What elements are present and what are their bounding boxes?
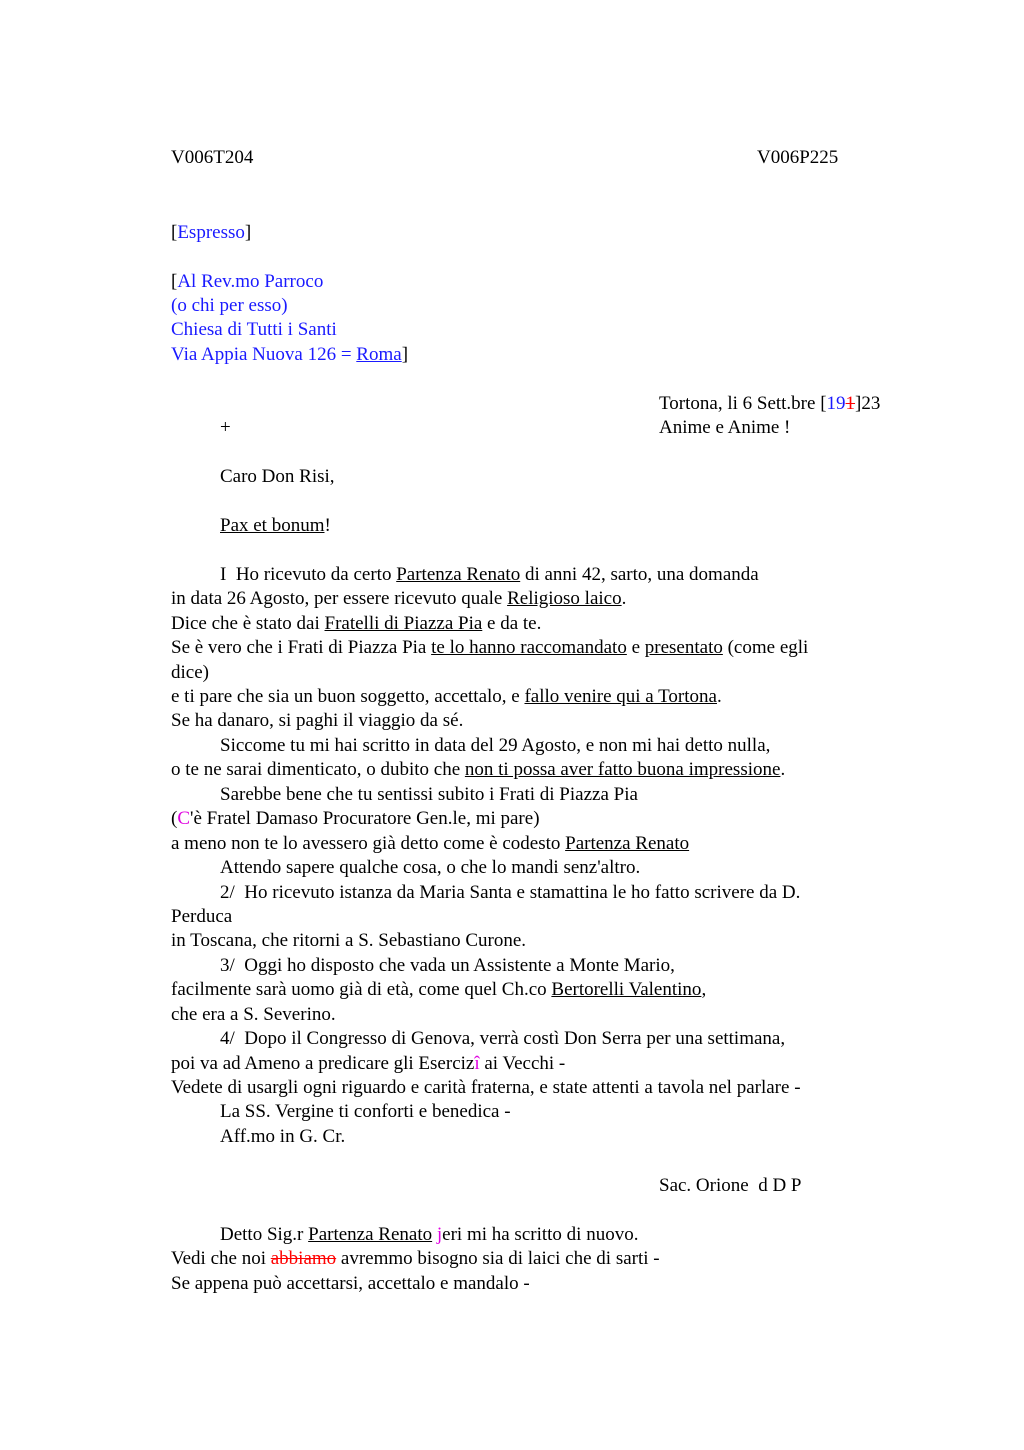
address-line-1: [Al Rev.mo Parroco	[171, 271, 324, 292]
body-line: Perduca	[171, 906, 233, 927]
address-line-3: Chiesa di Tutti i Santi	[171, 319, 337, 340]
body-line: e ti pare che sia un buon soggetto, accettalo, e fallo venire qui a Tortona.	[171, 686, 722, 707]
postscript-line: Vedi che noi abbiamo avremmo bisogno sia di laici che di sarti -	[171, 1248, 660, 1269]
body-line: Vedete di usargli ogni riguardo e carità fraterna, e state attenti a tavola nel parlare -	[171, 1077, 801, 1098]
motto: Anime e Anime !	[659, 417, 791, 438]
address-line-2: (o chi per esso)	[171, 295, 288, 316]
body-line: Siccome tu mi hai scritto in data del 29 Agosto, e non mi hai detto nulla,	[220, 735, 771, 756]
signature: Sac. Orione d D P	[659, 1175, 802, 1196]
body-line: in data 26 Agosto, per essere ricevuto quale Religioso laico.	[171, 588, 627, 609]
body-line: Dice che è stato dai Fratelli di Piazza Pia e da te.	[171, 613, 542, 634]
body-line: che era a S. Severino.	[171, 1004, 336, 1025]
cross-symbol: +	[220, 417, 231, 438]
body-line: dice)	[171, 662, 209, 683]
body-line: 4/ Dopo il Congresso di Genova, verrà costì Don Serra per una settimana,	[220, 1028, 786, 1049]
envelope-type-text: Espresso	[177, 222, 245, 243]
body-line: (C'è Fratel Damaso Procuratore Gen.le, mi pare)	[171, 808, 540, 829]
address-city: Roma	[356, 344, 402, 365]
body-line: Se è vero che i Frati di Piazza Pia te lo hanno raccomandato e presentato (come egli	[171, 637, 809, 658]
archive-code-right: V006P225	[757, 147, 839, 168]
closing: Aff.mo in G. Cr.	[220, 1126, 346, 1147]
body-line: 3/ Oggi ho disposto che vada un Assistente a Monte Mario,	[220, 955, 675, 976]
salutation: Caro Don Risi,	[220, 466, 335, 487]
body-line: 2/ Ho ricevuto istanza da Maria Santa e stamattina le ho fatto scrivere da D.	[220, 882, 801, 903]
body-line: facilmente sarà uomo già di età, come quel Ch.co Bertorelli Valentino,	[171, 979, 707, 1000]
struck-word: abbiamo	[270, 1248, 337, 1269]
address-line-4: Via Appia Nuova 126 = Roma]	[171, 344, 409, 365]
archive-code-left: V006T204	[171, 147, 254, 168]
body-line: in Toscana, che ritorni a S. Sebastiano Curone.	[171, 930, 527, 951]
body-line: Attendo sapere qualche cosa, o che lo mandi senz'altro.	[220, 857, 641, 878]
body-line: a meno non te lo avessero già detto come è codesto Partenza Renato	[171, 833, 690, 854]
body-line: Sarebbe bene che tu sentissi subito i Frati di Piazza Pia	[220, 784, 638, 805]
greeting: Pax et bonum!	[220, 515, 331, 536]
body-line: I Ho ricevuto da certo Partenza Renato di anni 42, sarto, una domanda	[220, 564, 759, 585]
envelope-type: [Espresso]	[171, 222, 252, 243]
postscript-line: Se appena può accettarsi, accettalo e mandalo -	[171, 1273, 530, 1294]
dateline: Tortona, li 6 Sett.bre [191]23	[659, 393, 881, 414]
body-line: poi va ad Ameno a predicare gli Esercizî ai Vecchi -	[171, 1053, 566, 1074]
body-line: La SS. Vergine ti conforti e benedica -	[220, 1101, 511, 1122]
body-line: Se ha danaro, si paghi il viaggio da sé.	[171, 710, 464, 731]
postscript-line: Detto Sig.r Partenza Renato jeri mi ha scritto di nuovo.	[220, 1224, 639, 1245]
circumflex-mark: î	[474, 1053, 480, 1074]
body-line: o te ne sarai dimenticato, o dubito che non ti possa aver fatto buona impressione.	[171, 759, 786, 780]
